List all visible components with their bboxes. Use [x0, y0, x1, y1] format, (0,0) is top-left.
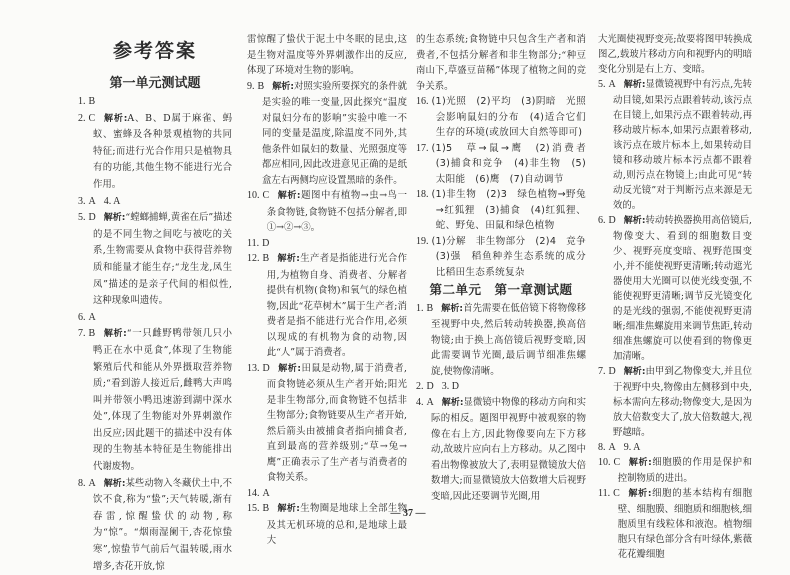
explanation-label: 解析:	[627, 489, 652, 499]
answer-item	[598, 440, 752, 455]
explanation-label: 解析:	[103, 478, 126, 489]
explanation-label: 解析:	[441, 303, 464, 314]
explanation-text: 首先需要在低倍镜下将物像移至视野中央,然后转动转换器,换高倍物镜;由于换上高倍镜后视野变暗,因此需要调节光圈,最后调节细准焦螺旋,使物像清晰。	[431, 302, 586, 377]
explanation-text: 显微镜视野中有污点,先转动目镜,如果污点跟着转动,该污点在目镜上,如果污点不跟着转动,再移动玻片标本,如果污点跟着移动,该污点在玻片标本上,如果转动目镜和移动玻片标本污点都不跟着动,则污点在物镜上;由此可见“转动反光镜”对于判断污点来源是无效的。	[613, 79, 752, 211]
answer-item	[78, 94, 232, 111]
page-title: 参考答案	[112, 40, 197, 62]
explanation-label: 解析:	[272, 81, 294, 92]
answer-choice: A	[608, 442, 616, 453]
explanation-text: 由甲到乙物像变大,并且位于视野中央,物像由左侧移到中央,标本需向左移动;物像变大,是因为放大倍数变大了,放大倍数越大,视野越暗。	[613, 366, 752, 438]
question-number: 15.	[247, 503, 260, 514]
answer-item	[78, 111, 232, 194]
answer-item	[247, 188, 407, 236]
answer-item	[247, 236, 407, 252]
answer-item	[78, 194, 232, 211]
explanation-label: 解析:	[103, 329, 127, 340]
section-heading: 第二单元 第一章测试题	[429, 282, 573, 297]
explanation-text: 雷惊醒了蛰伏于泥土中冬眠的昆虫,这是生物对温度等外界刺激作出的反应,体现了环境对生物的影响。	[247, 34, 407, 76]
question-number: 7.	[78, 328, 86, 340]
answer-continuation	[416, 32, 586, 94]
explanation-label: 解析:	[277, 254, 300, 264]
question-number: 3.	[78, 195, 86, 207]
explanation-text: 转动转换器换用高倍镜后,物像变大、看到的细胞数目变少、视野亮度变暗、视野范围变小,并不能使视野更清晰;转动遮光器使用大光圈可以使光线变强,不能使视野更清晰;调节反光镜变化的是光线的强弱,不能使视野更清晰;细准焦螺旋用来调节焦距,转动细准焦螺旋可以使看到的物像更加清晰。	[613, 215, 752, 362]
answer-continuation	[598, 32, 752, 77]
question-number: 17.	[416, 142, 429, 154]
explanation-text: 题图中有植物→虫→鸟一条食物链,食物链不包括分解者,即①→②→③。	[266, 190, 407, 233]
question-number: 4.	[416, 396, 424, 408]
explanation-text: 大光圈使视野变亮;故要将图甲转换成图乙,载玻片移动方向和视野内的明暗变化分别是右上方、变暗。	[598, 34, 752, 75]
explanation-label: 解析:	[277, 191, 301, 201]
answer-choice: A	[88, 195, 96, 207]
answer-choice: D	[608, 215, 616, 226]
question-number: 18.	[416, 189, 429, 200]
answer-choice: D	[426, 381, 434, 392]
answer-item	[598, 486, 752, 562]
explanation-label: 解析:	[277, 363, 301, 374]
question-number: 19.	[416, 235, 429, 247]
answer-text: (1)分解 非生物部分 (2)4 竞争 (3)强 稻鱼种养生态系统的成分比稻田生态系统复杂	[431, 235, 596, 278]
answer-item	[78, 476, 232, 575]
explanation-text: 对照实验所要探究的条件就是实验的唯一变量,因此探究“温度对鼠妇分布的影响”实验中唯一不同的变量是温度,除温度不同外,其他条件如鼠妇的数量、光照强度等都应相同,因此改进意见正确的是纸盒左右两侧均应设置黑暗的条件。	[262, 80, 407, 186]
question-number: 8.	[598, 442, 606, 453]
question-number: 6.	[78, 311, 86, 323]
question-number: 16.	[416, 96, 429, 107]
column-1	[78, 94, 232, 575]
question-number: 13.	[247, 362, 260, 374]
question-number: 11.	[598, 488, 611, 499]
answer-choice: 3. D	[441, 381, 459, 392]
answer-choice: B	[88, 328, 96, 340]
explanation-text: “螳螂捕蝉,黄雀在后”描述的是不同生物之间吃与被吃的关系,生物需要从食物中获得营养物质和能量才能生存;“龙生龙,凤生凤”描述的是亲子代间的相似性,这种现象叫遗传。	[93, 212, 232, 307]
explanation-label: 解析:	[628, 458, 652, 468]
question-number: 7.	[598, 366, 606, 377]
question-number: 9.	[247, 80, 255, 92]
question-number: 1.	[78, 96, 86, 107]
answer-item	[416, 187, 586, 234]
column-2	[247, 32, 407, 549]
answer-choice: C	[613, 457, 621, 468]
answer-choice: C	[613, 488, 620, 499]
explanation-label: 解析:	[623, 80, 646, 90]
question-number: 11.	[247, 237, 260, 249]
answer-choice: A	[426, 396, 434, 408]
question-number: 8.	[78, 477, 86, 489]
explanation-label: 解析:	[103, 213, 126, 224]
explanation-label: 解析:	[277, 504, 300, 514]
explanation-label: 解析:	[103, 113, 128, 124]
answer-choice: B	[262, 253, 270, 264]
question-number: 2.	[416, 381, 424, 392]
answer-continuation	[247, 32, 407, 79]
explanation-text: 生物圈是地球上全部生物及其无机环境的总和,是地球上最大	[266, 503, 407, 546]
answer-choice: A	[88, 477, 96, 489]
answer-item	[416, 379, 586, 395]
answer-item	[598, 213, 752, 364]
answer-item	[598, 455, 752, 486]
answer-choice: D	[262, 237, 270, 249]
explanation-label: 解析:	[623, 216, 646, 226]
answer-choice: D	[608, 366, 616, 377]
answer-item	[416, 301, 586, 380]
answer-item	[416, 94, 586, 141]
question-number: 14.	[247, 487, 260, 499]
explanation-text: A、B、D属于麻雀、蚂蚁、蜜蜂及各种景观植物的共同特征;而进行光合作用只是植物具有的功能,其他生物不能进行光合作用。	[93, 112, 232, 190]
answer-choice: A	[88, 311, 96, 323]
answer-choice: C	[262, 190, 270, 201]
answer-choice: A	[262, 487, 270, 499]
answer-choice: D	[262, 362, 270, 374]
answer-choice: 4. A	[103, 195, 121, 207]
answer-item	[598, 364, 752, 440]
answer-choice: B	[262, 503, 270, 514]
answer-text: (1)非生物 (2)3 绿色植物→野兔→红狐狸 (3)捕食 (4)红狐狸、蛇、野兔、田鼠和绿色植物	[431, 189, 586, 231]
explanation-text: “一只雌野鸭带领几只小鸭正在水中觅食”,体现了生物能繁殖后代和能从外界摄取营养物质;“看到游人接近后,雌鸭大声鸣叫并带领小鸭迅速游到湖中深水处”,体现了生物能对外界刺激作出反应;因此题干的描述中没有体现的生物基本特征是生物能排出代谢废物。	[93, 328, 232, 473]
answer-item	[416, 395, 586, 505]
answer-item	[416, 141, 596, 188]
question-number: 12.	[247, 253, 260, 264]
explanation-text: 细胞膜的作用是保护和控制物质的进出。	[617, 457, 752, 484]
answer-choice: A	[608, 79, 616, 90]
answer-item	[78, 310, 232, 327]
answer-choice: B	[257, 80, 265, 92]
answer-choice: B	[88, 96, 96, 107]
explanation-text: 显微镜中物像的移动方向和实际的相反。题图甲视野中被观察的物像在右上方,因此物像要向左下方移动,故玻片应向右上方移动。从乙图中看出物像被放大了,表明显微镜放大倍数增大;而显微镜放大倍数增大后视野变暗,因此还要调节光圈,用	[431, 396, 586, 502]
answer-item	[78, 326, 232, 475]
answer-choice: C	[88, 112, 96, 124]
question-number: 10.	[598, 457, 611, 468]
explanation-text: 生产者是指能进行光合作用,为植物自身、消费者、分解者提供有机物(食物)和氧气的绿色植物,因此“花草树木”属于生产者;消费者是指不能进行光合作用,必须以现成的有机物为食的动物,因此“人”属于消费者。	[266, 253, 407, 358]
explanation-text: 田鼠是动物,属于消费者,而食物链必须从生产者开始;阳光是非生物部分,而食物链不包括非生物部分;食物链要从生产者开始,然后箭头由被捕食者指向捕食者,直到最高的营养级别;“草→兔→鹰”正确表示了生产者与消费者的食物关系。	[266, 362, 407, 483]
column-4	[598, 32, 752, 562]
answer-text: (1)5 草→鼠→鹰 (2)消费者 (3)捕食和竞争 (4)非生物 (5)太阳能 (6)鹰 (7)自动调节	[431, 142, 596, 185]
explanation-label: 解析:	[623, 367, 646, 377]
answer-item	[416, 234, 596, 281]
explanation-text: 的生态系统;食物链中只包含生产者和消费者,不包括分解者和非生物部分;“种豆南山下,草盛豆苗稀”体现了植物之间的竞争关系。	[416, 34, 586, 92]
answer-item	[598, 77, 752, 213]
answer-choice: B	[426, 302, 434, 314]
unit-1-heading: 第一单元测试题	[109, 76, 201, 91]
answer-item	[247, 79, 407, 189]
column-3	[416, 32, 596, 504]
explanation-text: 某些动物入冬藏伏土中,不饮不食,称为“蛰”;天气转暖,渐有春雷,惊醒蛰伏的动物,称为“惊”。“烟雨湿阑干,杏花惊蛰寒”,惊蛰节气前后气温转暖,雨水增多,杏花开放,惊	[93, 477, 232, 572]
answer-choice: D	[88, 212, 96, 224]
answer-choice: 9. A	[623, 442, 641, 453]
question-number: 2.	[78, 112, 86, 124]
explanation-label: 解析:	[441, 397, 464, 408]
answer-item	[247, 361, 407, 486]
answer-item	[247, 486, 407, 502]
answer-text: (1)光照 (2)平均 (3)阴暗 光照会影响鼠妇的分布 (4)适合它们生存的环境(或放回大自然等即可)	[431, 96, 586, 138]
question-number: 6.	[598, 215, 606, 226]
answer-item	[78, 210, 232, 310]
answer-item	[247, 251, 407, 361]
question-number: 5.	[598, 79, 606, 90]
page-number: — 37 —	[390, 508, 426, 519]
question-number: 5.	[78, 212, 86, 224]
question-number: 1.	[416, 302, 424, 314]
explanation-text: 细胞的基本结构有细胞壁、细胞膜、细胞质和细胞核,细胞质里有线粒体和液泡。植物细胞只有绿色部分含有叶绿体,紫薇花花瓣细胞	[617, 488, 752, 560]
question-number: 10.	[247, 190, 260, 201]
